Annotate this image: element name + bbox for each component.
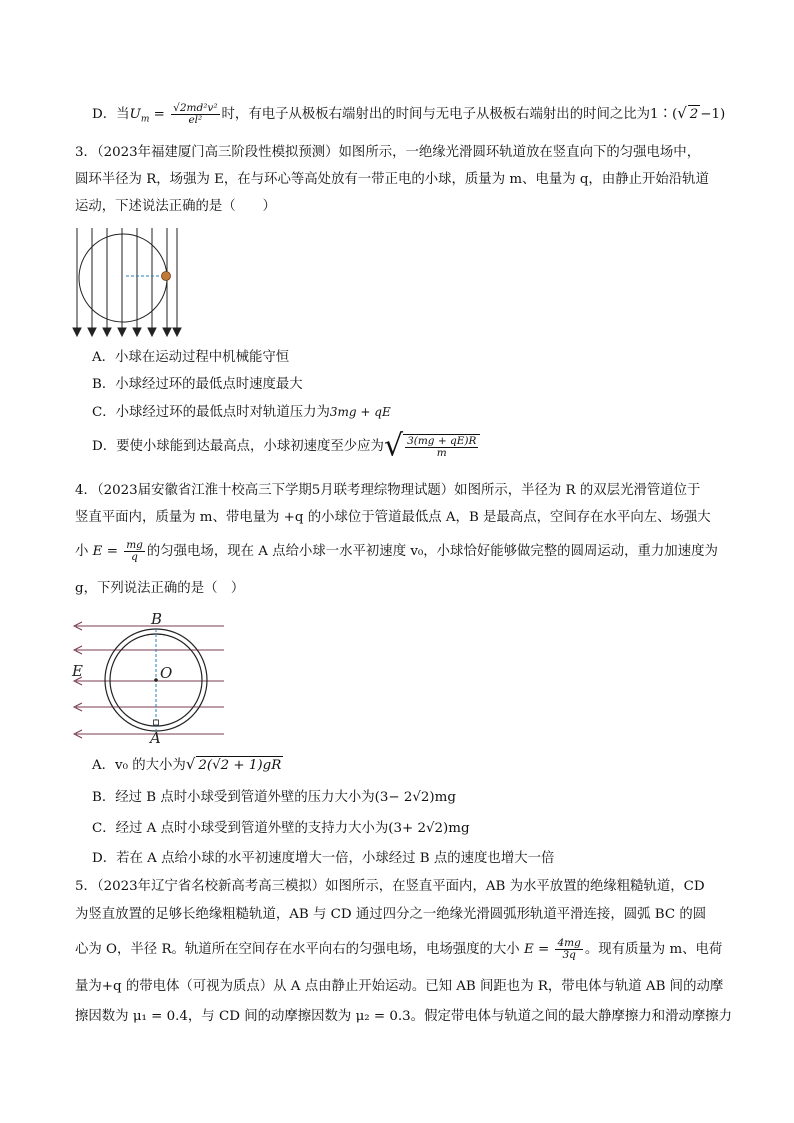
q3-option-c — [92, 403, 732, 422]
sqrt-sign: √ — [677, 104, 687, 123]
q5-stem-line2: 为竖直放置的足够长绝缘粗糙轨道，AB 与 CD 通过四分之一绝缘光滑圆弧形轨道平滑连接，圆弧 BC 的圆 — [75, 907, 707, 922]
q3-d-fraction — [405, 436, 478, 459]
q4-figure — [68, 606, 228, 746]
label-o: O — [160, 664, 173, 682]
q2-option-d — [92, 103, 732, 129]
q4-stem-line2: 竖直平面内，质量为 m、带电量为 +q 的小球位于管道最低点 A，B 是最高点，空间存在水平向左、场强大 — [75, 510, 711, 525]
label-a: A — [150, 729, 161, 746]
q4-a-expr: 2(√2 + 1)gR — [198, 758, 282, 773]
frac-num: 3(mg + qE)R — [407, 435, 477, 447]
q3-d-text: D．要使小球能到达最高点，小球初速度至少应为 — [92, 439, 384, 455]
sqrt-sign: √ — [185, 755, 196, 773]
q4-stem-line1: 4．（2023届安徽省江淮十校高三下学期5月联考理综物理试题）如图所示，半径为 R 的双层光滑管道位于 — [75, 483, 701, 498]
sqrt-sign: √ — [383, 428, 404, 464]
q4-e-fraction — [124, 540, 145, 563]
q5-stem-line5: 擦因数为 μ₁ = 0.4，与 CD 间的动摩擦因数为 μ₂ = 0.3。假定带电体与轨道之间的最大静摩擦力和滑动摩擦力 — [75, 1009, 733, 1024]
u-var — [129, 107, 150, 125]
charged-ball — [162, 272, 171, 281]
q3-stem-line3: 运动，下述说法正确的是（ ） — [75, 199, 276, 214]
center-dot — [154, 678, 158, 682]
u-letter: U — [129, 107, 141, 123]
q5-e-symbol: E = — [523, 942, 550, 958]
q2-d-fraction — [171, 103, 219, 126]
q5-l3-pre: 心为 O，半径 R。轨道所在空间存在水平向右的匀强电场，电场强度的大小 — [75, 942, 520, 958]
q2-d-label: D．当 — [92, 107, 130, 123]
q3-c-expr: 3mg + qE — [329, 405, 391, 419]
q3-field-lines — [73, 228, 181, 336]
q4-option-c: C．经过 A 点时小球受到管道外壁的支持力大小为(3+ 2√2)mg — [92, 821, 470, 836]
q3-option-d — [92, 428, 732, 470]
label-b: B — [151, 610, 163, 628]
q4-e-symbol: E = — [92, 544, 118, 560]
frac-den: el² — [188, 114, 203, 127]
ball-at-a — [154, 720, 159, 725]
frac-den: 3q — [562, 949, 576, 962]
q5-stem-line1: 5．（2023年辽宁省名校新高考高三模拟）如图所示，在竖直平面内，AB 为水平放置的绝缘粗糙轨道，CD — [75, 879, 705, 894]
q5-l3-post: 。现有质量为 m、电荷 — [584, 942, 723, 958]
arrow-head — [73, 328, 81, 336]
frac-num: 4mg — [557, 937, 581, 949]
q4-stem-line3 — [75, 540, 735, 563]
q4-stem-line4: g，下列说法正确的是（ ） — [75, 581, 245, 596]
frac-num: √2md²v² — [173, 102, 218, 114]
sqrt-arg: 2 — [689, 107, 699, 123]
q3-stem-line1: 3．（2023年福建厦门高三阶段性模拟预测）如图所示，一绝缘光滑圆环轨道放在竖直向下的匀强电场中， — [75, 145, 701, 160]
q3-option-a: A．小球在运动过程中机械能守恒 — [92, 350, 290, 365]
q2-d-rest: 时，有电子从极板右端射出的时间与无电子从极板右端射出的时间之比为1∶( — [221, 107, 678, 123]
arrow-head — [88, 328, 96, 336]
q3-figure — [70, 226, 190, 342]
q5-stem-line4: 量为+q 的带电体（可视为质点）从 A 点由静止开始运动。已知 AB 间距也为 R，带电体与轨道 AB 间的动摩 — [75, 979, 724, 994]
q4-l3-post: 的匀强电场，现在 A 点给小球一水平初速度 v₀，小球恰好能够做完整的圆周运动，重力加速度为 — [146, 544, 718, 560]
arrow-head — [118, 328, 126, 336]
q5-e-fraction — [555, 938, 582, 961]
q4-option-d: D．若在 A 点给小球的水平初速度增大一倍，小球经过 B 点的速度也增大一倍 — [92, 851, 555, 866]
frac-num: mg — [126, 539, 143, 551]
q4-l3-pre: 小 — [75, 544, 89, 560]
q4-a-text: A．v₀ 的大小为 — [92, 758, 186, 773]
frac-den: m — [436, 447, 447, 460]
arrow-head — [103, 328, 111, 336]
q3-d-sqrt — [383, 428, 480, 464]
label-e: E — [72, 662, 83, 680]
q2-d-tail: −1) — [700, 107, 726, 123]
frac-den: q — [131, 551, 138, 564]
arrow-head — [148, 328, 156, 336]
q4-option-a — [92, 755, 732, 775]
arrow-head — [133, 328, 141, 336]
q3-stem-line2: 圆环半径为 R，场强为 E，在与环心等高处放有一带正电的小球，质量为 m、电量为 q，由静止开始沿轨道 — [75, 172, 709, 187]
u-sub: m — [140, 114, 150, 125]
q4-option-b: B．经过 B 点时小球受到管道外壁的压力大小为(3− 2√2)mg — [92, 790, 456, 805]
arrow-head — [173, 328, 181, 336]
eq-sign: = — [153, 107, 165, 123]
q3-option-b: B．小球经过环的最低点时速度最大 — [92, 377, 303, 392]
q3-c-text: C．小球经过环的最低点时对轨道压力为 — [92, 405, 330, 420]
q5-stem-line3 — [75, 938, 735, 961]
arrow-head — [163, 328, 171, 336]
